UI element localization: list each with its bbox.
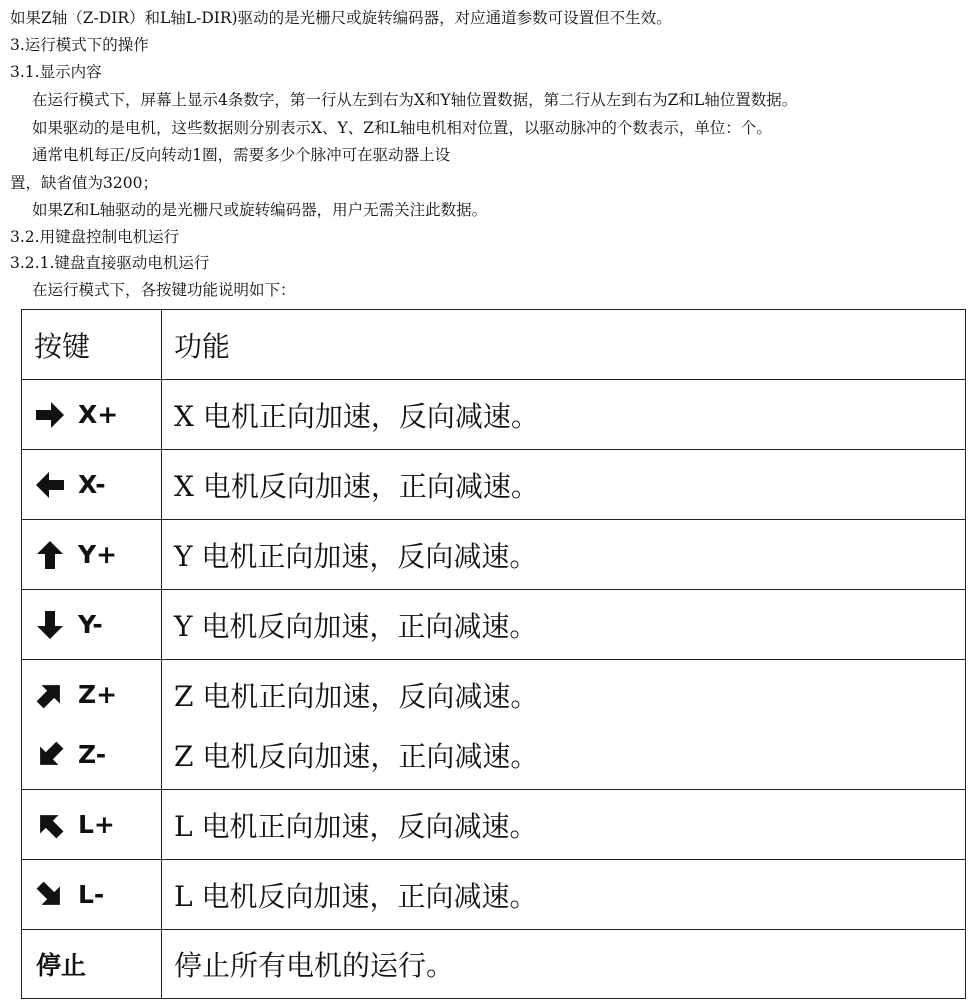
table-header-cell bbox=[22, 310, 162, 380]
function-cell bbox=[162, 860, 966, 930]
function-text: Z 电机正向加速，反向减速。 bbox=[174, 679, 539, 713]
key-label: Z- bbox=[78, 740, 107, 769]
key-label: L- bbox=[78, 880, 105, 909]
arrow-right-icon bbox=[34, 399, 66, 431]
arrow-down-icon bbox=[34, 609, 66, 641]
key-cell bbox=[22, 380, 162, 450]
function-text: X 电机反向加速，正向减速。 bbox=[174, 469, 539, 503]
paragraph-display-4-numbers: 在运行模式下，屏幕上显示4条数字，第一行从左到右为X和Y轴位置数据，第二行从左到右为Z和L轴位置数据。 bbox=[32, 91, 798, 109]
function-cell bbox=[162, 590, 966, 660]
heading-3-2-keyboard: 3.2.用键盘控制电机运行 bbox=[10, 228, 180, 246]
function-cell bbox=[162, 380, 966, 450]
function-text: Y 电机反向加速，正向减速。 bbox=[174, 609, 538, 643]
arrow-up-icon bbox=[34, 539, 66, 571]
table-header-cell bbox=[162, 310, 966, 380]
key-cell bbox=[22, 450, 162, 520]
table-row bbox=[22, 450, 966, 520]
table-row bbox=[22, 660, 966, 790]
function-text: 停止所有电机的运行。 bbox=[174, 949, 455, 982]
key-label: X- bbox=[78, 470, 106, 499]
table-row bbox=[22, 790, 966, 860]
paragraph-default-3200: 置，缺省值为3200； bbox=[10, 174, 158, 192]
arrow-up-right-icon bbox=[34, 679, 66, 711]
header-key: 按键 bbox=[34, 329, 91, 363]
function-cell bbox=[162, 520, 966, 590]
key-cell bbox=[22, 590, 162, 660]
key-cell bbox=[22, 930, 162, 999]
table-row bbox=[22, 380, 966, 450]
header-function: 功能 bbox=[174, 329, 231, 363]
key-label: X+ bbox=[78, 400, 119, 429]
key-label: Y- bbox=[78, 610, 103, 639]
key-cell bbox=[22, 520, 162, 590]
paragraph-key-functions-intro: 在运行模式下，各按键功能说明如下： bbox=[32, 281, 296, 299]
heading-3-run-mode: 3.运行模式下的操作 bbox=[10, 36, 149, 54]
function-text: X 电机正向加速，反向减速。 bbox=[174, 399, 539, 433]
table-row bbox=[22, 520, 966, 590]
function-cell bbox=[162, 930, 966, 999]
arrow-down-right-icon bbox=[34, 879, 66, 911]
table-row bbox=[22, 590, 966, 660]
key-cell bbox=[22, 790, 162, 860]
key-label: L+ bbox=[78, 810, 115, 839]
function-text: Z 电机反向加速，正向减速。 bbox=[174, 739, 539, 773]
arrow-left-icon bbox=[34, 469, 66, 501]
paragraph-note-z-l-encoder: 如果Z轴（Z-DIR）和L轴L-DIR)驱动的是光栅尺或旋转编码器，对应通道参数可设置但不生效。 bbox=[10, 9, 672, 27]
function-text: Y 电机正向加速，反向减速。 bbox=[174, 539, 538, 573]
arrow-down-left-icon bbox=[34, 739, 66, 771]
heading-3-1-display: 3.1.显示内容 bbox=[10, 63, 102, 81]
function-text: L 电机反向加速，正向减速。 bbox=[174, 879, 538, 913]
function-cell bbox=[162, 450, 966, 520]
function-cell bbox=[162, 660, 966, 790]
table-row bbox=[22, 860, 966, 930]
function-text: L 电机正向加速，反向减速。 bbox=[174, 809, 538, 843]
paragraph-motor-position: 如果驱动的是电机，这些数据则分别表示X、Y、Z和L轴电机相对位置，以驱动脉冲的个数表示，单位：个。 bbox=[32, 119, 772, 137]
heading-3-2-1-direct: 3.2.1.键盘直接驱动电机运行 bbox=[10, 254, 210, 272]
key-label: Y+ bbox=[78, 540, 118, 569]
arrow-up-left-icon bbox=[34, 809, 66, 841]
key-label: 停止 bbox=[36, 951, 87, 980]
paragraph-encoder-note: 如果Z和L轴驱动的是光栅尺或旋转编码器，用户无需关注此数据。 bbox=[32, 201, 488, 219]
table-header-row bbox=[22, 310, 966, 380]
key-label: Z+ bbox=[78, 680, 118, 709]
key-cell bbox=[22, 860, 162, 930]
key-cell bbox=[22, 660, 162, 790]
paragraph-pulses-per-rev: 通常电机每正/反向转动1圈，需要多少个脉冲可在驱动器上设 bbox=[32, 146, 451, 164]
function-cell bbox=[162, 790, 966, 860]
table-row bbox=[22, 930, 966, 999]
key-function-table bbox=[21, 309, 966, 999]
